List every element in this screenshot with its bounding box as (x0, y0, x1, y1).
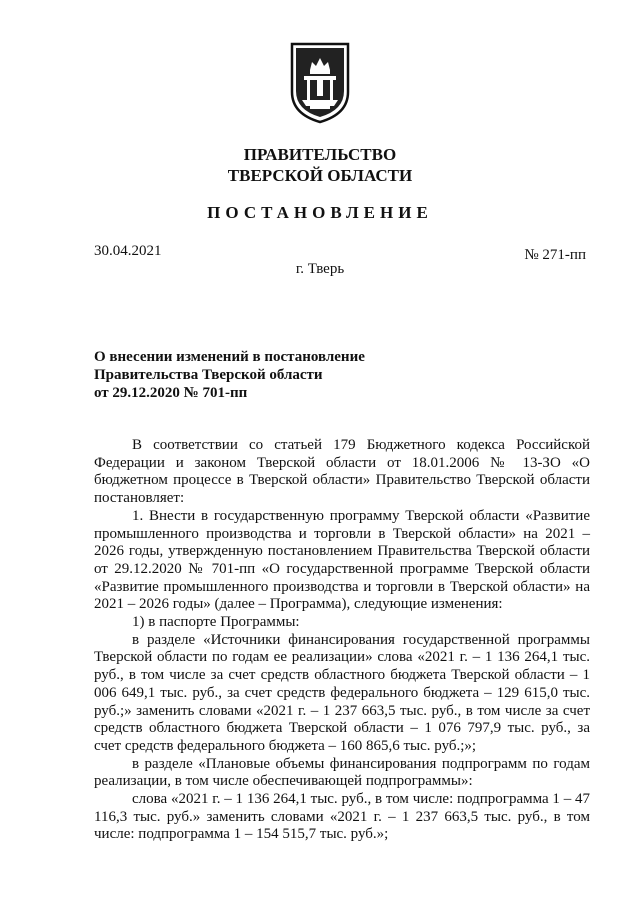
government-name-line2: ТВЕРСКОЙ ОБЛАСТИ (227, 166, 413, 185)
document-type-title: ПОСТАНОВЛЕНИЕ (207, 203, 433, 222)
tver-coat-of-arms-icon (288, 40, 352, 124)
government-name-line1: ПРАВИТЕЛЬСТВО (243, 145, 397, 164)
body-paragraph: в разделе «Источники финансирования государственной программы Тверской области по годам ее реализации» слова «2021 г. – 1 136 264,1 тыс. руб., в том числе за счет средств областного бюджета Тверской области – 1 006 649,1 тыс. руб., за счет средств федерального бюджета – 129 615,0 тыс. руб.;» заменить словами «2021 г. – 1 237 663,5 тыс. руб., в том числе за счет средств областного бюджета Тверской области – 1 076 797,9 тыс. руб., за счет средств федерального бюджета – 160 865,6 тыс. руб.;»; (94, 631, 590, 754)
body-paragraph: в разделе «Плановые объемы финансирования подпрограмм по годам реализации, в том числе обеспечивающей подпрограммы»: (94, 755, 590, 790)
subject-line: Правительства Тверской области (94, 367, 323, 383)
subject-line: от 29.12.2020 № 701-пп (94, 385, 248, 401)
body-paragraph: 1) в паспорте Программы: (132, 614, 300, 631)
document-subject (94, 348, 474, 402)
document-body (94, 437, 590, 844)
body-paragraph: слова «2021 г. – 1 136 264,1 тыс. руб., в том числе: подпрограмма 1 – 47 116,3 тыс. руб.» заменить словами «2021 г. – 1 237 663,5 тыс. руб., в том числе: подпрограмма 1 – 154 515,7 тыс. руб.»; (94, 791, 590, 843)
body-paragraph: 1. Внести в государственную программу Тверской области «Развитие промышленного производства и торговли в Тверской области» на 2021 – 2026 годы, утвержденную постановлением Правительства Тверской области от 29.12.2020 № 701-пп «О государственной программе Тверской области «Развитие промышленного производства и торговли в Тверской области» на 2021 – 2026 годы» (далее – Программа), следующие изменения: (94, 507, 590, 613)
document-date: 30.04.2021 (94, 243, 162, 259)
document-number: № 271-пп (524, 247, 586, 263)
subject-line: О внесении изменений в постановление (94, 349, 365, 365)
body-paragraph: В соответствии со статьей 179 Бюджетного кодекса Российской Федерации и законом Тверской области от 18.01.2006 № 13-ЗО «О бюджетном процессе в Тверской области» Правительство Тверской области постановляет: (94, 437, 590, 507)
city-name: г. Тверь (295, 261, 345, 277)
